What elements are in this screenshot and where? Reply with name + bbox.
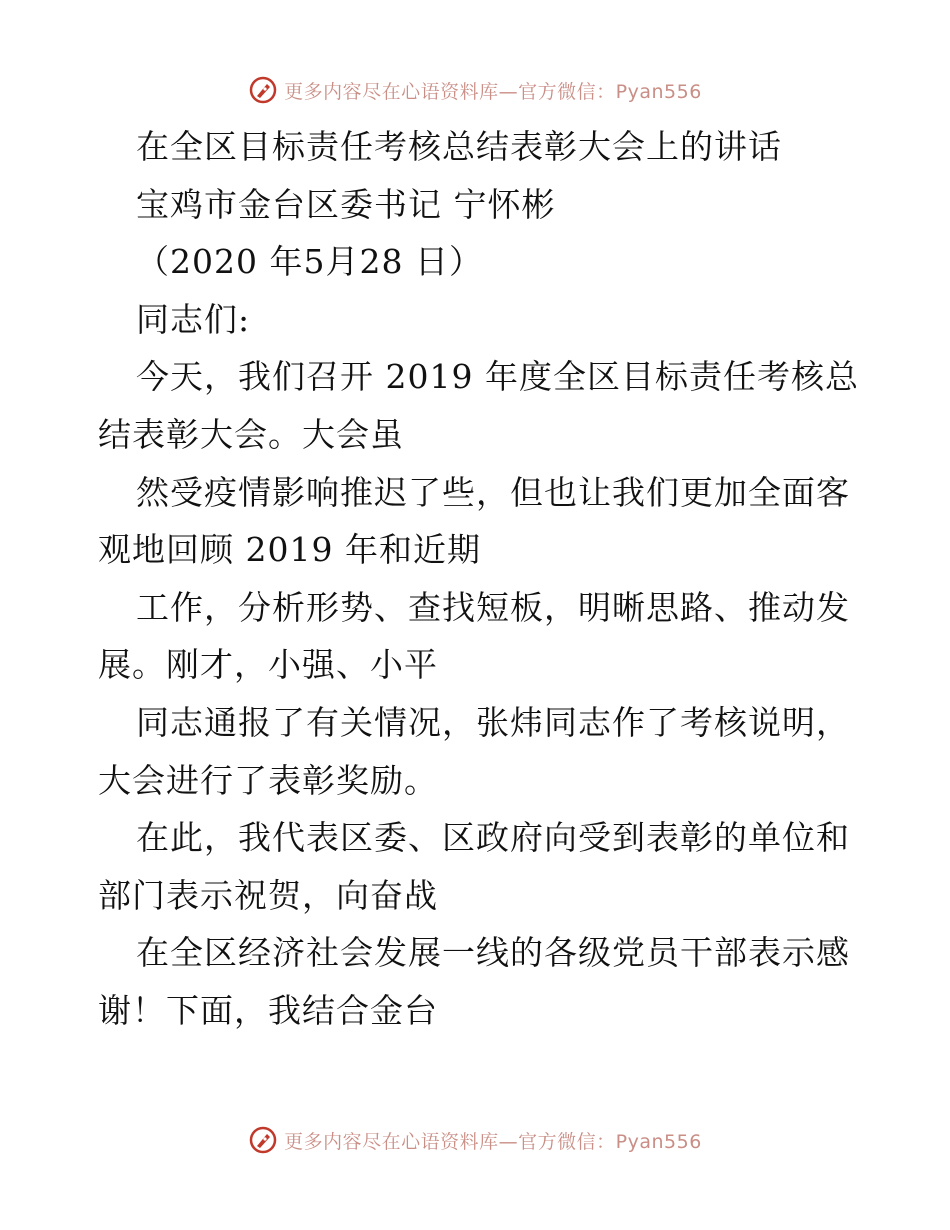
watermark-text: 更多内容尽在心语资料库—官方微信：Pyan556 (284, 1130, 702, 1153)
paragraph-line: 大会进行了表彰奖励。 (98, 760, 438, 800)
pen-nib-logo-icon (248, 75, 278, 105)
paragraph-line: 结表彰大会。大会虽 (98, 414, 404, 454)
paragraph-line: 然受疫情影响推迟了些，但也让我们更加全面客 (136, 472, 850, 512)
paragraph-line: 工作，分析形势、查找短板，明晰思路、推动发 (136, 587, 850, 627)
header-watermark (0, 70, 950, 110)
paragraph-line: 展。刚才，小强、小平 (98, 645, 438, 685)
date-line: （2020 年5月28 日） (136, 242, 483, 282)
paragraph-line: 在此，我代表区委、区政府向受到表彰的单位和 (136, 818, 850, 858)
pen-nib-logo-icon (248, 1125, 278, 1155)
speaker-line: 宝鸡市金台区委书记 宁怀彬 (136, 184, 556, 224)
paragraph-line: 在全区经济社会发展一线的各级党员干部表示感 (136, 933, 850, 973)
footer-watermark (0, 1120, 950, 1160)
salutation: 同志们: (136, 299, 251, 339)
paragraph-line: 同志通报了有关情况，张炜同志作了考核说明， (136, 702, 850, 742)
paragraph-line: 今天，我们召开 2019 年度全区目标责任考核总 (136, 357, 859, 397)
speech-title: 在全区目标责任考核总结表彰大会上的讲话 (136, 127, 782, 166)
paragraph-line: 观地回顾 2019 年和近期 (98, 530, 481, 570)
watermark-text: 更多内容尽在心语资料库—官方微信：Pyan556 (284, 80, 702, 103)
document-body (98, 118, 858, 1040)
paragraph-line: 部门表示祝贺，向奋战 (98, 875, 438, 915)
paragraph-line: 谢！下面，我结合金台 (98, 990, 438, 1030)
